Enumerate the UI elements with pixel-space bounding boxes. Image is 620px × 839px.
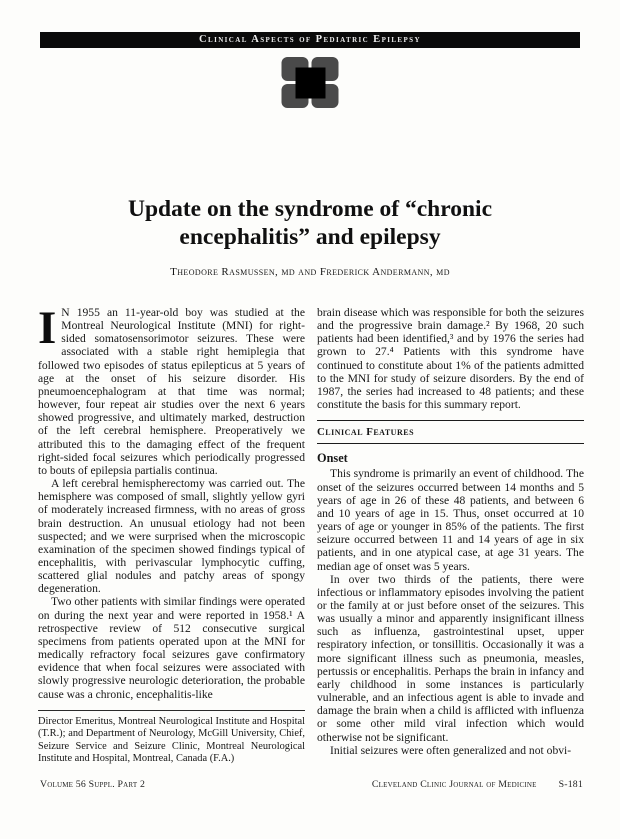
body-paragraph: brain disease which was responsible for both the seizures and the progressive brain damage.² By 1968, 20 such patients had been identified,³ and by 1976 the series had grown to 27.⁴ Patients with this syndrome have continued to constitute about 1% of the patients admitted to the MNI for study of seizure disorders. By the end of 1987, the series had increased to 48 patients; and these constitute the basis for this summary report. bbox=[317, 306, 584, 412]
logo-center-square bbox=[295, 68, 325, 99]
body-paragraph bbox=[38, 302, 305, 477]
body-paragraph: This syndrome is primarily an event of childhood. The onset of the seizures occurred between 14 months and 5 years of age in 26 of these 48 patients, and between 6 and 10 years of age in 15. Thus, onset occurred at 10 years of age or younger in 85% of the patients. The first seizure occurred between 11 and 14 years of age in six patients, and in one atypical case, at age 31 years. The median age of onset was 5 years. bbox=[317, 467, 584, 573]
left-column bbox=[38, 302, 305, 766]
subheading-onset: Onset bbox=[317, 451, 348, 466]
authors-byline: Theodore Rasmussen, md and Frederick Andermann, md bbox=[170, 266, 450, 278]
section-banner bbox=[40, 32, 580, 48]
article-title bbox=[0, 195, 620, 251]
right-column bbox=[317, 306, 584, 766]
article-title-line1: Update on the syndrome of “chronic bbox=[127, 196, 493, 222]
body-paragraph: Two other patients with similar findings were operated on during the next year and were reported in 1958.¹ A retrospective review of 512 consecutive surgical specimens from patients operated upon at the MNI for medically refractory focal seizures gave confirmatory evidence that when focal seizures were associated with slowly progressive neurologic deterioration, the probable cause was a chronic, encephalitis-like bbox=[38, 595, 305, 701]
body-paragraph: A left cerebral hemispherectomy was carried out. The hemisphere was composed of small, slightly yellow gyri of moderately increased firmness, with no areas of gross brain destruction. An unusual etiology had not been suspected; and we were surprised when the microscopic examination of the specimen showed findings typical of encephalitis, with perivascular lymphocytic cuffing, scattered glial nodules and patchy areas of spongy degeneration. bbox=[38, 477, 305, 596]
drop-cap: I bbox=[38, 302, 57, 354]
paragraph-text: N 1955 an 11-year-old boy was studied at the Montreal Neurological Institute (MNI) for right-sided somatosensorimotor seizures. These were associated with a stable right hemiplegia that followed two episodes of status epilepticus at 5 years of age at the onset of his seizure disorder. His pneumoencephalogram at that time was normal; however, four repeat air studies over the next 6 years showed progressive, and ultimately marked, destruction of the left cerebral hemisphere. Preoperatively we attributed this to the damaging effect of the frequent right-sided focal seizures which periodically progressed to bouts of epilepsia partialis continua. bbox=[38, 306, 305, 477]
footer-volume: Volume 56 Suppl. Part 2 bbox=[40, 779, 146, 790]
section-heading-clinical-features: Clinical Features bbox=[317, 420, 584, 444]
footer-journal-name: Cleveland Clinic Journal of Medicine bbox=[371, 779, 537, 790]
article-body bbox=[38, 302, 584, 766]
footer-page-number: S-181 bbox=[558, 779, 583, 790]
body-paragraph: In over two thirds of the patients, there were infectious or inflammatory episodes involving the patient or the family at or just before onset of the seizures. This was usually a minor and apparently insignificant illness such as influenza, gastrointestinal upset, upper respiratory infection, or tonsillitis. Occasionally it was a more significant illness such as pneumonia, measles, pertussis or encephalitis. Perhaps the brain in infancy and early childhood in some instances is particularly vulnerable, and an infectious agent is able to invade and damage the brain when a child is afflicted with influenza or some other mild viral infection which would otherwise not be significant. bbox=[317, 572, 584, 744]
body-paragraph: Initial seizures were often generalized and not obvi- bbox=[330, 743, 572, 757]
section-banner-text: Clinical Aspects of Pediatric Epilepsy bbox=[199, 34, 421, 45]
footer-journal-block bbox=[372, 779, 583, 790]
article-title-line2: encephalitis” and epilepsy bbox=[179, 224, 441, 250]
author-affiliation-footnote: Director Emeritus, Montreal Neurological Institute and Hospital (T.R.); and Department of Neurology, McGill University, Chief, Seizure Service and Seizure Clinic, Montreal Neurological Institute and Hospital, Montreal, Canada (F.A.) bbox=[38, 710, 305, 766]
page-footer bbox=[40, 779, 583, 790]
publisher-logo-icon bbox=[282, 57, 339, 109]
